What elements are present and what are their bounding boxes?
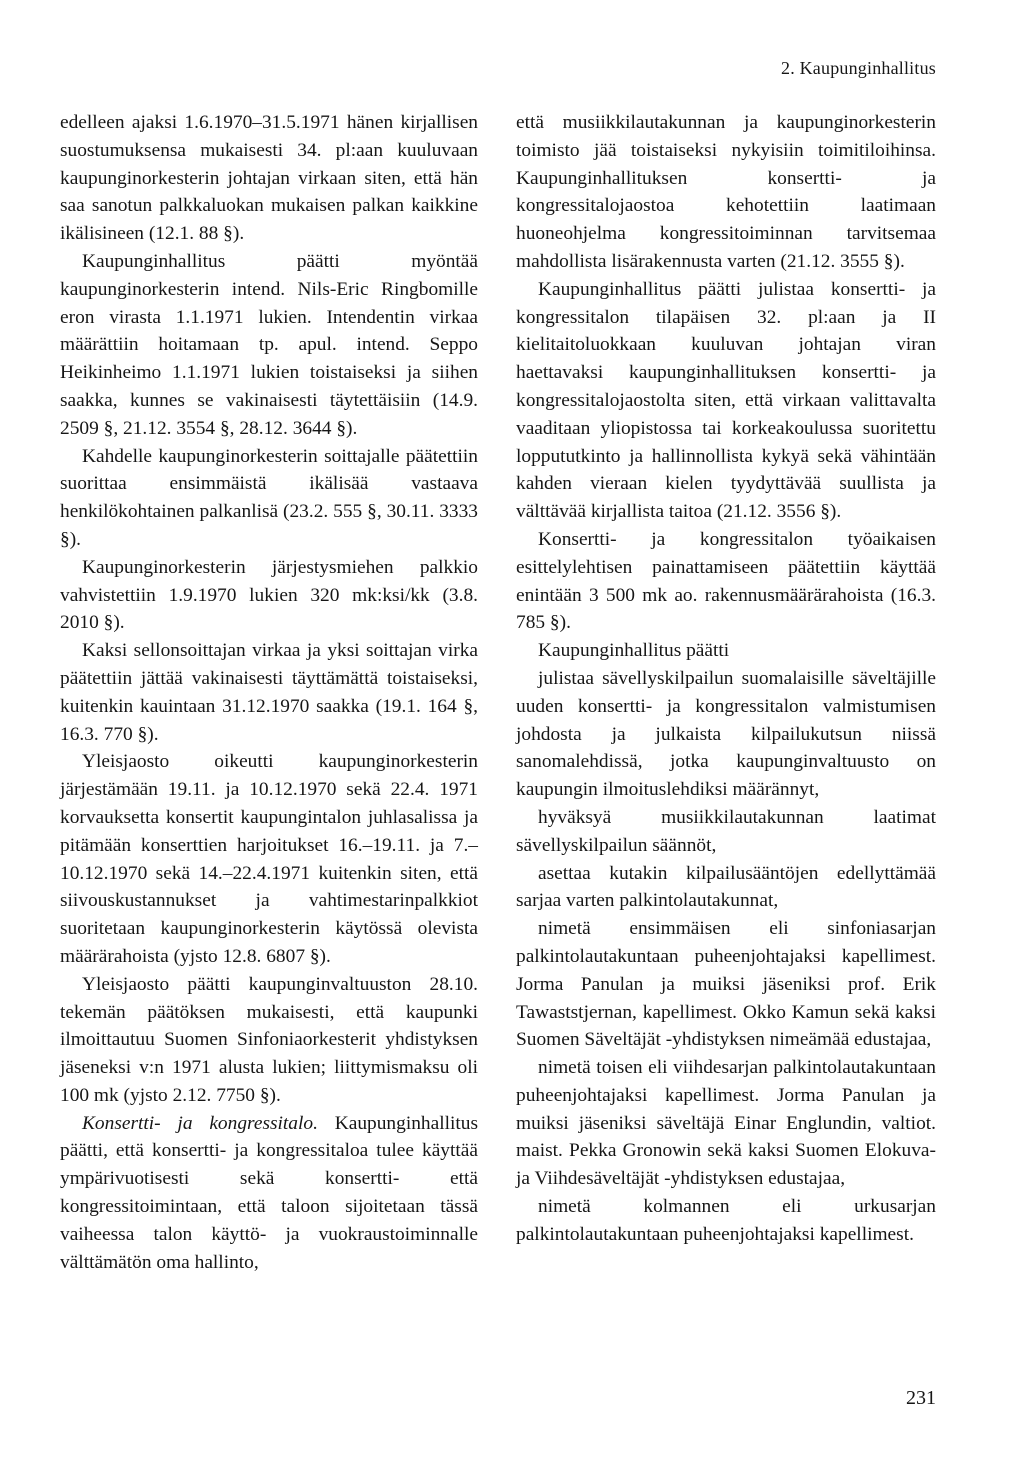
paragraph (60, 1110, 478, 1277)
paragraph: Kaupunginhallitus päätti (538, 640, 730, 662)
paragraph: Kaupunginhallitus päätti julistaa konsertti- ja kongressitalon tilapäisen 32. pl:aan ja II kielitaitoluokkaan kuuluvan johtajan viran haettavaksi kaupunginhallituksen konsertti- ja kongressitalojaostolta siten, että virkaan valittavalta vaaditaan yliopistossa tai korkeakoulussa suoritettu loppututkinto ja hallinnollista kykyä sekä vähintään kahden vieraan kielen tyydyttävää suullista ja välttävää kirjallista taitoa (21.12. 3556 §). (516, 278, 936, 523)
paragraph: Yleisjaosto päätti kaupunginvaltuuston 28.10. tekemän päätöksen mukaisesti, että kaupunki ilmoittautuu Suomen Sinfoniaorkesterit yhdistyksen jäseneksi v:n 1971 alusta lukien; liittymismaksu oli 100 mk (yjsto 2.12. 7750 §). (60, 973, 478, 1106)
paragraph: nimetä kolmannen eli urkusarjan palkintolautakuntaan puheenjohtajaksi kapellimest. (516, 1196, 936, 1245)
paragraph: Kaupunginhallitus päätti myöntää kaupunginorkesterin intend. Nils-Eric Ringbomille eron virasta 1.1.1971 lukien. Intendentin virkaa määrättiin hoitamaan tp. apul. intend. Seppo Heikinheimo 1.1.1971 lukien toistaiseksi ja siihen saakka, kunnes se vakinaisesti täytettäisiin (14.9. 2509 §, 21.12. 3554 §, 28.12. 3644 §). (60, 250, 478, 439)
section-heading: Konsertti- ja kongressitalo. (82, 1112, 318, 1134)
paragraph-text: Kaupunginhallitus päätti, että konsertti- ja kongressitaloa tulee käyttää ympärivuotisesti sekä konsertti- että kongressitoimintaan, että taloon sijoitetaan tässä vaiheessa talon käyttö- ja vuokraustoiminnalle välttämätön oma hallinto, (60, 1112, 478, 1273)
left-column (60, 109, 478, 1276)
paragraph: Kaksi sellonsoittajan virkaa ja yksi soittajan virka päätettiin jättää vakinaisesti täyttämättä toistaiseksi, kuitenkin kauintaan 31.12.1970 saakka (19.1. 164 §, 16.3. 770 §). (60, 640, 478, 745)
paragraph: nimetä toisen eli viihdesarjan palkintolautakuntaan puheenjohtajaksi kapellimest. Jorma Panulan ja muiksi jäseniksi säveltäjä Einar Englundin, valtiot. maist. Pekka Gronowin sekä kaksi Suomen Elokuva- ja Viihdesäveltäjät -yhdistyksen edustajaa, (516, 1057, 936, 1190)
paragraph: Kahdelle kaupunginorkesterin soittajalle päätettiin suorittaa ensimmäistä ikälisää vastaava henkilökohtainen palkanlisä (23.2. 555 §, 30.11. 3333 §). (60, 445, 478, 550)
paragraph: Yleisjaosto oikeutti kaupunginorkesterin järjestämään 19.11. ja 10.12.1970 sekä 22.4. 1971 korvauksetta konsertit kaupungintalon juhlasalissa ja pitämään konserttien harjoitukset 16.–19.11. ja 7.–10.12.1970 sekä 14.–22.4.1971 kuitenkin siten, että siivouskustannukset ja vahtimestarinpalkkiot suoritetaan kaupunginorkesterin käytössä olevista määrärahoista (yjsto 12.8. 6807 §). (60, 751, 478, 967)
page-number: 231 (906, 1387, 936, 1409)
paragraph: edelleen ajaksi 1.6.1970–31.5.1971 hänen kirjallisen suostumuksensa mukaisesti 34. pl:aan kuuluvaan kaupunginorkesterin johtajan virkaan siten, että hän saa sanotun palkkaluokan mukaisen palkan kaikkine ikälisineen (12.1. 88 §). (60, 112, 478, 245)
paragraph: hyväksyä musiikkilautakunnan laatimat sävellyskilpailun säännöt, (516, 806, 936, 856)
paragraph: julistaa sävellyskilpailun suomalaisille säveltäjille uuden konsertti- ja kongressitalon valmistumisen johdosta ja julkaista kilpailukutsun niissä sanomalehdissä, jotka kaupunginvaltuusto on kaupungin ilmoituslehdiksi määrännyt, (516, 667, 936, 801)
paragraph: Kaupunginorkesterin järjestysmiehen palkkio vahvistettiin 1.9.1970 lukien 320 mk:ksi/kk (3.8. 2010 §). (60, 556, 478, 634)
paragraph: että musiikkilautakunnan ja kaupunginorkesterin toimisto jää toistaiseksi nykyisiin toimitiloihinsa. Kaupunginhallituksen konsertti- ja kongressitalojaostoa kehotettiin laatimaan huoneohjelma kongressitoiminnan tarvitsemaa mahdollista lisärakennusta varten (21.12. 3555 §). (516, 112, 936, 272)
right-column (516, 109, 936, 1249)
paragraph: asettaa kutakin kilpailusääntöjen edellyttämää sarjaa varten palkintolautakunnat, (516, 862, 936, 912)
paragraph: Konsertti- ja kongressitalon työaikaisen esittelylehtisen painattamiseen päätettiin käyttää enintään 3 500 mk ao. rakennusmäärärahoista (16.3. 785 §). (516, 528, 936, 634)
running-header: 2. Kaupunginhallitus (781, 58, 936, 78)
paragraph: nimetä ensimmäisen eli sinfoniasarjan palkintolautakuntaan puheenjohtajaksi kapellimest. Jorma Panulan ja muiksi jäseniksi prof. Erik Tawaststjernan, kapellimest. Okko Kamun sekä kaksi Suomen Säveltäjät -yhdistyksen nimeämää edustajaa, (516, 918, 936, 1051)
